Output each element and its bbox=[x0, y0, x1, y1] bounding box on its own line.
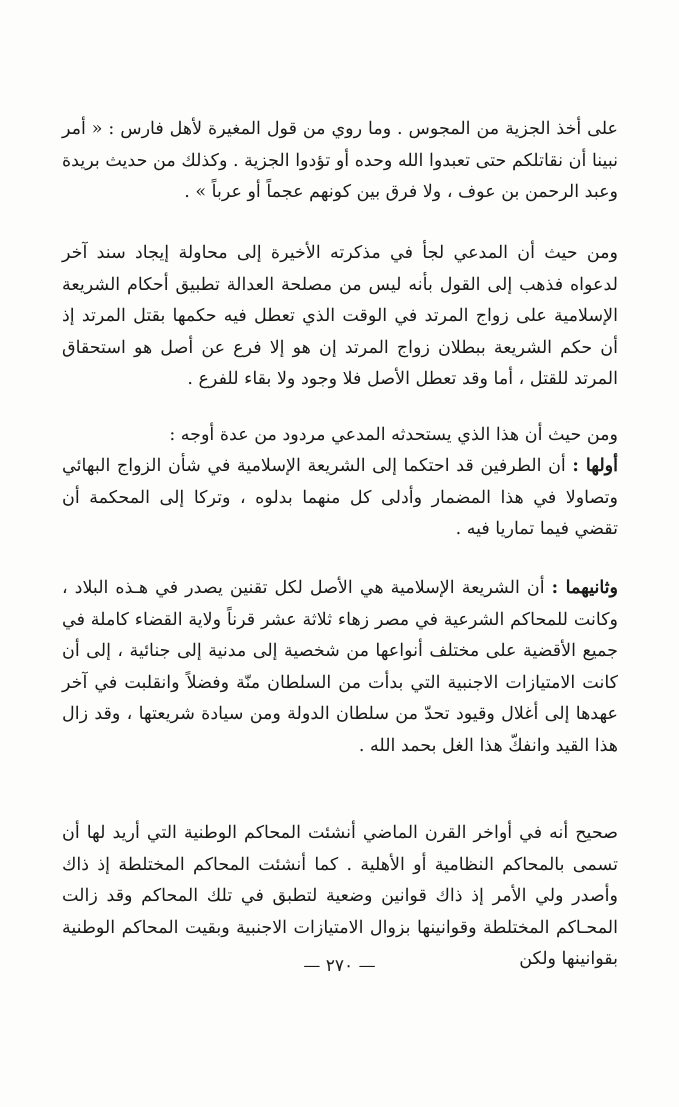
paragraph-2 bbox=[62, 238, 618, 396]
paragraph-text: أن الشريعة الإسلامية هي الأصل لكل تقنين يصدر في هـذه البلاد ، وكانت للمحاكم الشرعية في مصر زهاء ثلاثة عشر قرناً ولاية القضاء كاملة في جميع الأقضية على مختلف أنواعها من شخصية إلى مدنية إلى جنائية ، إلى أن كانت الامتيازات الاجنبية التي بدأت من السلطان منّة وفضلاً وانقلبت في آخر عهدها إلى أغلال وقيود تحدّ من سلطان الدولة ومن سيادة شريعتها ، وقد زال هذا القيد وانفكّ هذا الغل بحمد الله . bbox=[62, 578, 618, 756]
paragraph-text: ومن حيث أن هذا الذي يستحدثه المدعي مردود من عدة أوجه : bbox=[169, 425, 618, 445]
paragraph-5-second-point bbox=[62, 573, 618, 762]
paragraph-body bbox=[62, 451, 618, 546]
paragraph-4-first-point bbox=[62, 451, 618, 546]
paragraph-3 bbox=[62, 420, 618, 452]
paragraph-text: على أخذ الجزية من المجوس . وما روي من قول المغيرة لأهل فارس : « أمر نبينا أن نقاتلكم حتى تعبدوا الله وحده أو تؤدوا الجزية . وكذلك من حديث بريدة وعبد الرحمن بن عوف ، ولا فرق بين كونهم عجماً أو عرباً » . bbox=[62, 119, 618, 202]
paragraph-1 bbox=[62, 114, 618, 209]
paragraph-text: صحيح أنه في أواخر القرن الماضي أنشئت المحاكم الوطنية التي أريد لها أن تسمى بالمحاكم النظامية أو الأهلية . كما أنشئت المحاكم المختلطة إذ ذاك وأصدر ولي الأمر إذ ذاك قوانين وضعية لتطبق في تلك المحاكم وقد زالت المحـاكم المختلطة وقوانينها بزوال الامتيازات الاجنبية وبقيت المحاكم الوطنية بقوانينها ولكن bbox=[62, 823, 618, 969]
point-label-second: وثانيهما : bbox=[551, 578, 619, 598]
paragraph-text: ومن حيث أن المدعي لجأ في مذكرته الأخيرة إلى محاولة إيجاد سند آخر لدعواه فذهب إلى القول بأنه ليس من مصلحة العدالة تطبيق أحكام الشريعة الإسلامية على زواج المرتد في الوقت الذي تعطل فيه حكمها بقتل المرتد إذ أن حكم الشريعة ببطلان زواج المرتد إن هو إلا فرع عن أصل هو استحقاق المرتد للقتل ، أما وقد تعطل الأصل فلا وجود ولا بقاء للفرع . bbox=[62, 243, 618, 389]
page-number: — ٢٧٠ — bbox=[303, 956, 376, 976]
paragraph-6 bbox=[62, 818, 618, 976]
paragraph-text: أن الطرفين قد احتكما إلى الشريعة الإسلامية في شأن الزواج البهائي وتصاولا في هذا المضمار وأدلى كل منهما بدلوه ، وتركا إلى المحكمة أن تقضي فيما تماريا فيه . bbox=[62, 456, 618, 539]
point-label-first: أولها : bbox=[572, 456, 618, 476]
paragraph-body bbox=[62, 573, 618, 762]
